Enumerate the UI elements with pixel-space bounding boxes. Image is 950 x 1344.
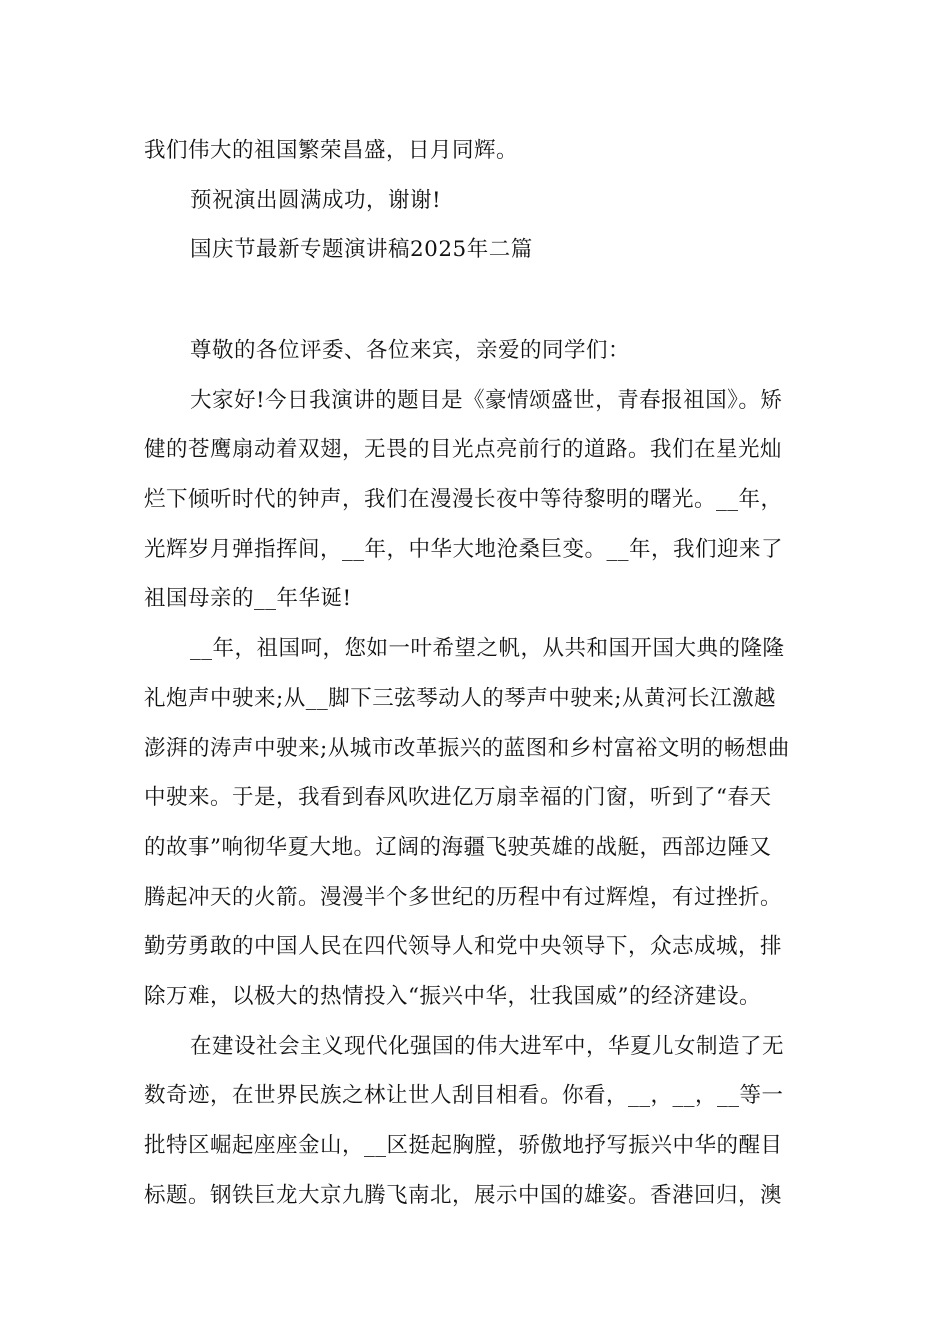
text-line: 勤劳勇敢的中国人民在四代领导人和党中央领导下，众志成城，排 <box>144 934 783 960</box>
text-line: 礼炮声中驶来;从__脚下三弦琴动人的琴声中驶来;从黄河长江激越 <box>144 685 776 711</box>
speech-body <box>144 326 808 1220</box>
text-line: 批特区崛起座座金山，__区挺起胸膛，骄傲地抒写振兴中华的醒目 <box>144 1133 783 1158</box>
text-line: 腾起冲天的火箭。漫漫半个多世纪的历程中有过辉煌，有过挫折。 <box>144 884 783 910</box>
text-line: 的故事”响彻华夏大地。辽阔的海疆飞驶英雄的战艇，西部边陲又 <box>144 834 772 860</box>
text-line: __年，祖国呵，您如一叶希望之帆，从共和国开国大典的隆隆 <box>190 636 785 662</box>
text-line: 在建设社会主义现代化强国的伟大进军中，华夏儿女制造了无 <box>190 1033 785 1059</box>
text-line: 祖国母亲的__年华诞! <box>144 586 352 612</box>
text-line: 中驶来。于是，我看到春风吹进亿万扇幸福的门窗，听到了“春天 <box>144 785 772 811</box>
text-line: 除万难，以极大的热情投入“振兴中华，壮我国威”的经济建设。 <box>144 983 761 1009</box>
text-line: 预祝演出圆满成功，谢谢! <box>190 187 442 213</box>
salutation: 尊敬的各位评委、各位来宾，亲爱的同学们： <box>190 338 631 363</box>
closing-paragraph <box>144 126 808 275</box>
text-line: 澎湃的涛声中驶来;从城市改革振兴的蓝图和乡村富裕文明的畅想曲 <box>144 735 790 761</box>
text-line: 健的苍鹰扇动着双翅，无畏的目光点亮前行的道路。我们在星光灿 <box>144 437 783 463</box>
text-line: 我们伟大的祖国繁荣昌盛，日月同辉。 <box>144 138 519 163</box>
text-line: 烂下倾听时代的钟声，我们在漫漫长夜中等待黎明的曙光。__年， <box>144 487 783 513</box>
text-line: 大家好!今日我演讲的题目是《豪情颂盛世，青春报祖国》。矫 <box>190 387 783 413</box>
text-line: 标题。钢铁巨龙大京九腾飞南北，展示中国的雄姿。香港回归，澳 <box>144 1182 783 1208</box>
section-title: 国庆节最新专题演讲稿2025年二篇 <box>190 237 533 263</box>
text-line: 数奇迹，在世界民族之林让世人刮目相看。你看，__，__，__等一 <box>144 1083 784 1109</box>
text-line: 光辉岁月弹指挥间，__年，中华大地沧桑巨变。__年，我们迎来了 <box>144 536 784 562</box>
